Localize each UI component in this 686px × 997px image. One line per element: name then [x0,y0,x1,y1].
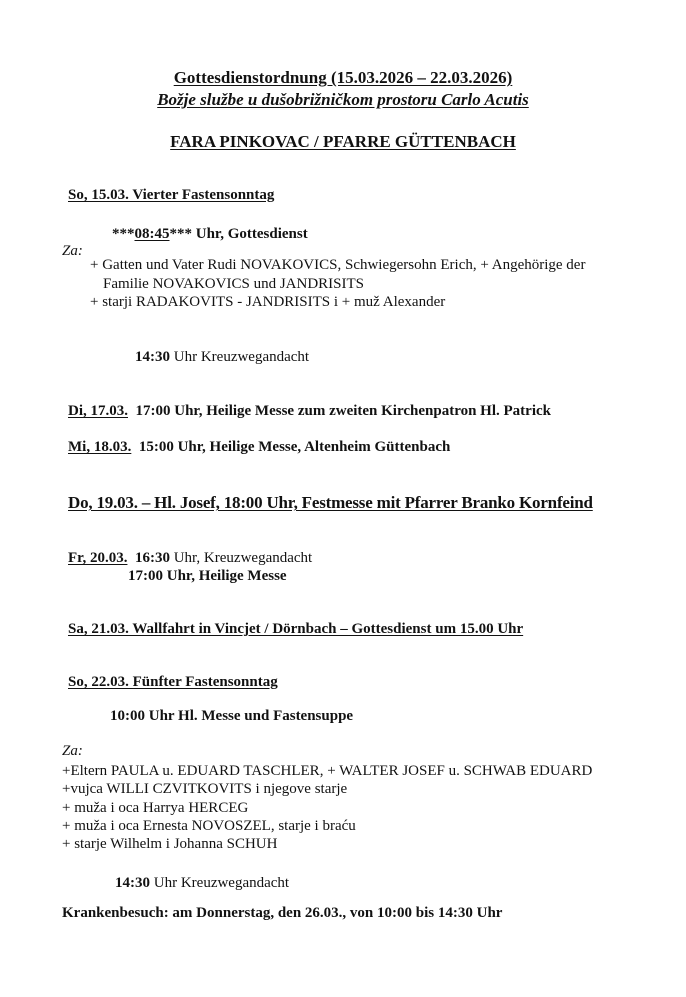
intention-line: +vujca WILLI CZVITKOVITS i njegove starje [62,781,348,797]
intention-line: + muža i oca Ernesta NOVOSZEL, starje i braću [62,818,356,834]
heading-sa-21-03: Sa, 21.03. Wallfahrt in Vincjet / Dörnbach – Gottesdienst um 15.00 Uhr [68,621,524,637]
za-label-1: Za: [62,243,83,259]
kreuzweg-line-2 [115,874,289,893]
document-title: Gottesdienstordnung (15.03.2026 – 22.03.2026) [173,68,513,87]
line-mi-18-03 [68,438,450,457]
text-fr-20-03: Uhr, Kreuzwegandacht [169,550,313,566]
date-mi-18-03: Mi, 18.03. [68,439,132,455]
service-stars-prefix: *** [112,226,135,242]
kreuzweg-time-1: 14:30 [135,349,170,365]
heading-so-15-03: So, 15.03. Vierter Fastensonntag [68,187,275,203]
time-fr-20-03: 16:30 [127,550,170,566]
service-suffix: *** Uhr, Gottesdienst [169,226,308,242]
date-fr-20-03: Fr, 20.03. [68,550,128,566]
heading-so-22-03: So, 22.03. Fünfter Fastensonntag [68,674,278,690]
intention-line: + starji RADAKOVITS - JANDRISITS i + muž Alexander [90,294,446,310]
intention-line: + starje Wilhelm i Johanna SCHUH [62,836,278,852]
line-fr-20-03-mass: 17:00 Uhr, Heilige Messe [128,568,287,584]
krankenbesuch-note: Krankenbesuch: am Donnerstag, den 26.03., von 10:00 bis 14:30 Uhr [62,905,503,921]
text-mi-18-03: 15:00 Uhr, Heilige Messe, Altenheim Güttenbach [131,439,451,455]
kreuzweg-line-1 [135,348,309,367]
line-fr-20-03 [68,549,312,568]
intention-line: +Eltern PAULA u. EDUARD TASCHLER, + WALTER JOSEF u. SCHWAB EDUARD [62,763,593,779]
za-label-2: Za: [62,743,83,759]
kreuzweg-rest-2: Uhr Kreuzwegandacht [150,875,290,891]
date-di-17-03: Di, 17.03. [68,403,128,419]
kreuzweg-time-2: 14:30 [115,875,150,891]
kreuzweg-rest-1: Uhr Kreuzwegandacht [170,349,310,365]
document-subtitle: Božje službe u dušobrižničkom prostoru Carlo Acutis [157,90,529,109]
intention-line: + muža i oca Harrya HERCEG [62,800,249,816]
service-line-0845 [112,225,308,244]
intention-line: + Gatten und Vater Rudi NOVAKOVICS, Schwiegersohn Erich, + Angehörige der [90,257,586,273]
line-di-17-03 [68,402,551,421]
intention-line: Familie NOVAKOVICS und JANDRISITS [103,276,364,292]
heading-do-19-03: Do, 19.03. – Hl. Josef, 18:00 Uhr, Festmesse mit Pfarrer Branko Kornfeind [68,493,593,512]
text-di-17-03: 17:00 Uhr, Heilige Messe zum zweiten Kirchenpatron Hl. Patrick [128,403,551,419]
service-time: 08:45 [134,226,170,242]
parish-title: FARA PINKOVAC / PFARRE GÜTTENBACH [170,132,516,151]
line-so-22-03-mass: 10:00 Uhr Hl. Messe und Fastensuppe [110,708,354,724]
